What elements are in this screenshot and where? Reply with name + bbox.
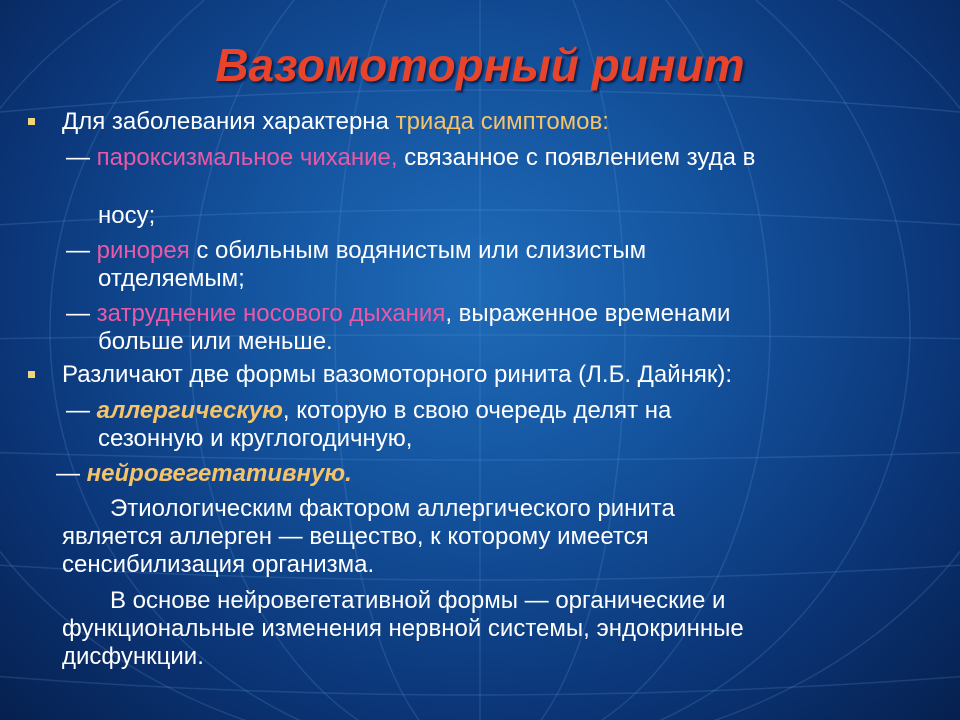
symptom-2-dash: — bbox=[66, 237, 97, 264]
symptom-3-line bbox=[66, 299, 730, 329]
symptom-2-line bbox=[66, 236, 646, 266]
symptom-3-dash: — bbox=[66, 300, 97, 327]
form-1-highlight: аллергическую bbox=[96, 397, 283, 424]
symptom-3-highlight: затруднение носового дыхания bbox=[96, 300, 446, 327]
symptom-3-continuation: больше или меньше. bbox=[98, 328, 333, 355]
form-1-dash: — bbox=[66, 397, 97, 424]
paragraph-2-line-2: функциональные изменения нервной системы, эндокринные bbox=[62, 615, 744, 642]
symptom-1-line bbox=[66, 143, 755, 173]
bullet-1-text: Для заболевания характерна bbox=[62, 108, 396, 135]
symptom-3-rest: , выраженное временами bbox=[445, 300, 731, 327]
paragraph-1-line-1: Этиологическим фактором аллергического ринита bbox=[110, 495, 675, 522]
paragraph-2-line-3: дисфункции. bbox=[62, 643, 204, 670]
symptom-2-highlight: ринорея bbox=[96, 237, 190, 264]
symptom-2-continuation: отделяемым; bbox=[98, 265, 245, 292]
bullet-2-text: Различают две формы вазомоторного ринита (Л.Б. Дайняк): bbox=[62, 361, 733, 388]
paragraph-1-line-2: является аллерген — вещество, к которому имеется bbox=[62, 523, 649, 550]
form-1-line bbox=[66, 396, 671, 426]
form-2-dash: — bbox=[56, 460, 87, 487]
bullet-marker bbox=[28, 118, 35, 125]
bullet-marker bbox=[28, 371, 35, 378]
paragraph-2-line-1: В основе нейровегетативной формы — органические и bbox=[110, 587, 726, 614]
form-1-continuation: сезонную и круглогодичную, bbox=[98, 425, 413, 452]
slide-title: Вазомоторный ринит bbox=[215, 39, 745, 91]
form-1-rest: , которую в свою очередь делят на bbox=[282, 397, 672, 424]
paragraph-1-line-3: сенсибилизация организма. bbox=[62, 551, 375, 578]
bullet-1-highlight: триада симптомов: bbox=[395, 108, 609, 135]
form-2-highlight: нейровегетативную. bbox=[86, 460, 352, 487]
symptom-1-highlight: пароксизмальное чихание, bbox=[96, 144, 398, 171]
bullet-1-line bbox=[62, 107, 609, 137]
form-2-line bbox=[56, 459, 352, 489]
symptom-1-rest: связанное с появлением зуда в bbox=[397, 144, 756, 171]
symptom-1-dash: — bbox=[66, 144, 97, 171]
symptom-1-continuation: носу; bbox=[98, 202, 156, 229]
symptom-2-rest: с обильным водянистым или слизистым bbox=[189, 237, 647, 264]
